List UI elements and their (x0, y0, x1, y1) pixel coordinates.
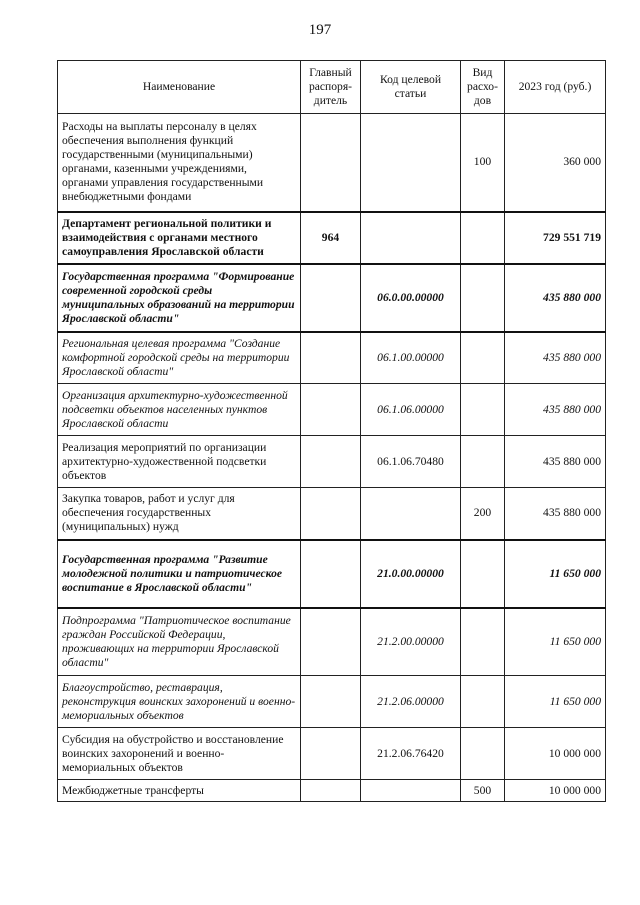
row-gl (301, 114, 361, 212)
row-vid (461, 332, 505, 384)
row-name: Благоустройство, реставрация, реконструкция воинских захоронений и военно-мемориальных объектов (58, 676, 301, 728)
table-row (58, 436, 606, 488)
row-gl (301, 608, 361, 676)
row-amount: 729 551 719 (505, 212, 606, 264)
table-row (58, 264, 606, 332)
row-gl (301, 436, 361, 488)
row-code: 06.1.06.70480 (361, 436, 461, 488)
row-amount: 10 000 000 (505, 780, 606, 802)
header-vid: Вид расхо-дов (461, 61, 505, 114)
table-row (58, 540, 606, 608)
row-code: 21.0.00.00000 (361, 540, 461, 608)
row-name: Организация архитектурно-художественной подсветки объектов населенных пунктов Ярославской области (58, 384, 301, 436)
row-vid (461, 264, 505, 332)
budget-table (57, 60, 606, 802)
row-vid: 500 (461, 780, 505, 802)
table-row (58, 488, 606, 540)
row-code: 06.1.00.00000 (361, 332, 461, 384)
row-code: 21.2.06.00000 (361, 676, 461, 728)
row-code (361, 114, 461, 212)
row-gl (301, 676, 361, 728)
table-row (58, 384, 606, 436)
row-amount: 435 880 000 (505, 264, 606, 332)
row-code: 06.1.06.00000 (361, 384, 461, 436)
row-gl (301, 488, 361, 540)
row-code: 06.0.00.00000 (361, 264, 461, 332)
row-vid: 100 (461, 114, 505, 212)
row-vid (461, 728, 505, 780)
row-amount: 11 650 000 (505, 540, 606, 608)
row-gl (301, 728, 361, 780)
row-vid (461, 540, 505, 608)
row-code (361, 212, 461, 264)
row-gl (301, 780, 361, 802)
row-vid: 200 (461, 488, 505, 540)
row-code (361, 488, 461, 540)
row-gl (301, 540, 361, 608)
row-vid (461, 676, 505, 728)
row-amount: 10 000 000 (505, 728, 606, 780)
table-row (58, 780, 606, 802)
row-amount: 435 880 000 (505, 332, 606, 384)
row-gl (301, 384, 361, 436)
table-row (58, 114, 606, 212)
row-name: Субсидия на обустройство и восстановление воинских захоронений и военно-мемориальных объектов (58, 728, 301, 780)
row-amount: 435 880 000 (505, 384, 606, 436)
header-code: Код целевой статьи (361, 61, 461, 114)
row-code (361, 780, 461, 802)
table-row (58, 332, 606, 384)
header-name: Наименование (58, 61, 301, 114)
row-code: 21.2.00.00000 (361, 608, 461, 676)
row-name: Закупка товаров, работ и услуг для обеспечения государственных (муниципальных) нужд (58, 488, 301, 540)
row-vid (461, 608, 505, 676)
row-vid (461, 384, 505, 436)
row-name: Государственная программа "Формирование современной городской среды муниципальных образований на территории Ярославской области" (58, 264, 301, 332)
row-amount: 11 650 000 (505, 608, 606, 676)
row-gl (301, 264, 361, 332)
row-name: Межбюджетные трансферты (58, 780, 301, 802)
row-name: Подпрограмма "Патриотическое воспитание граждан Российской Федерации, проживающих на территории Ярославской области" (58, 608, 301, 676)
row-name: Департамент региональной политики и взаимодействия с органами местного самоуправления Ярославской области (58, 212, 301, 264)
page-number: 197 (308, 22, 332, 38)
row-name: Государственная программа "Развитие молодежной политики и патриотическое воспитание в Ярославской области" (58, 540, 301, 608)
table-row (58, 728, 606, 780)
row-vid (461, 212, 505, 264)
row-amount: 435 880 000 (505, 436, 606, 488)
row-amount: 11 650 000 (505, 676, 606, 728)
row-vid (461, 436, 505, 488)
row-name: Расходы на выплаты персоналу в целях обеспечения выполнения функций государственными (муниципальными) органами, казенными учреждениями, органами управления государственными внебюджетными фондами (58, 114, 301, 212)
row-name: Реализация мероприятий по организации архитектурно-художественной подсветки объектов (58, 436, 301, 488)
header-year: 2023 год (руб.) (505, 61, 606, 114)
table-row (58, 676, 606, 728)
row-gl (301, 332, 361, 384)
row-amount: 360 000 (505, 114, 606, 212)
row-name: Региональная целевая программа "Создание комфортной городской среды на территории Ярославской области" (58, 332, 301, 384)
row-gl: 964 (301, 212, 361, 264)
table-row (58, 608, 606, 676)
table-row (58, 212, 606, 264)
table-header-row (58, 61, 606, 114)
row-amount: 435 880 000 (505, 488, 606, 540)
row-code: 21.2.06.76420 (361, 728, 461, 780)
header-glavny: Главный распоря-дитель (301, 61, 361, 114)
